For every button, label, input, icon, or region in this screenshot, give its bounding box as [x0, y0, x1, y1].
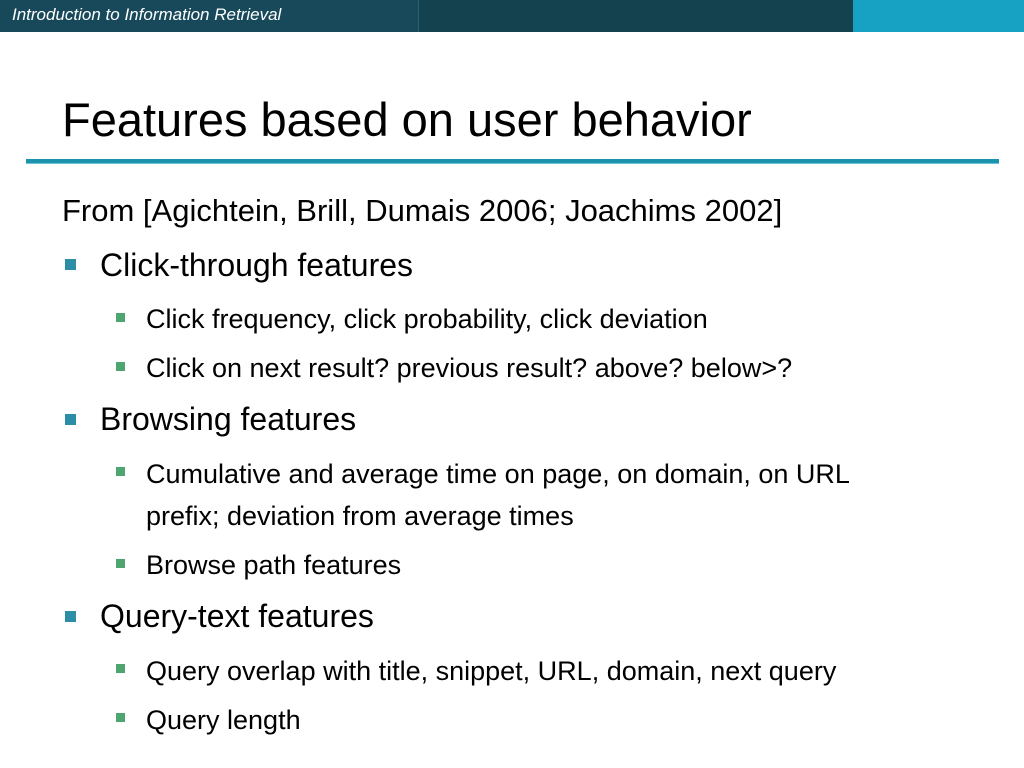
header-bar-accent [853, 0, 1024, 32]
sub-bullet-square-icon [116, 664, 125, 673]
header-bar [0, 0, 1024, 32]
list-item: Click on next result? previous result? above? below>? [146, 353, 793, 383]
bullet-square-icon [65, 259, 76, 270]
list-item-line: prefix; deviation from average times [146, 501, 574, 531]
list-item: Browse path features [146, 550, 402, 580]
section-heading-querytext: Query-text features [100, 598, 374, 634]
list-item: Query overlap with title, snippet, URL, domain, next query [146, 656, 837, 686]
bullet-square-icon [65, 611, 76, 622]
sub-bullet-square-icon [116, 313, 125, 322]
slide-title: Features based on user behavior [62, 93, 752, 146]
section-heading-browsing: Browsing features [100, 401, 357, 437]
list-item: Click frequency, click probability, click deviation [146, 304, 708, 334]
sub-bullet-square-icon [116, 362, 125, 371]
list-item: Query length [146, 705, 301, 735]
sub-bullet-square-icon [116, 467, 125, 476]
section-heading-clickthrough: Click-through features [100, 247, 414, 283]
title-underline [26, 159, 999, 164]
intro-text: From [Agichtein, Brill, Dumais 2006; Joachims 2002] [62, 193, 783, 228]
course-title: Introduction to Information Retrieval [12, 5, 282, 24]
sub-bullet-square-icon [116, 713, 125, 722]
header-bar-segment [418, 0, 854, 32]
sub-bullet-square-icon [116, 559, 125, 568]
list-item-line: Cumulative and average time on page, on domain, on URL [146, 459, 850, 489]
bullet-square-icon [65, 414, 76, 425]
